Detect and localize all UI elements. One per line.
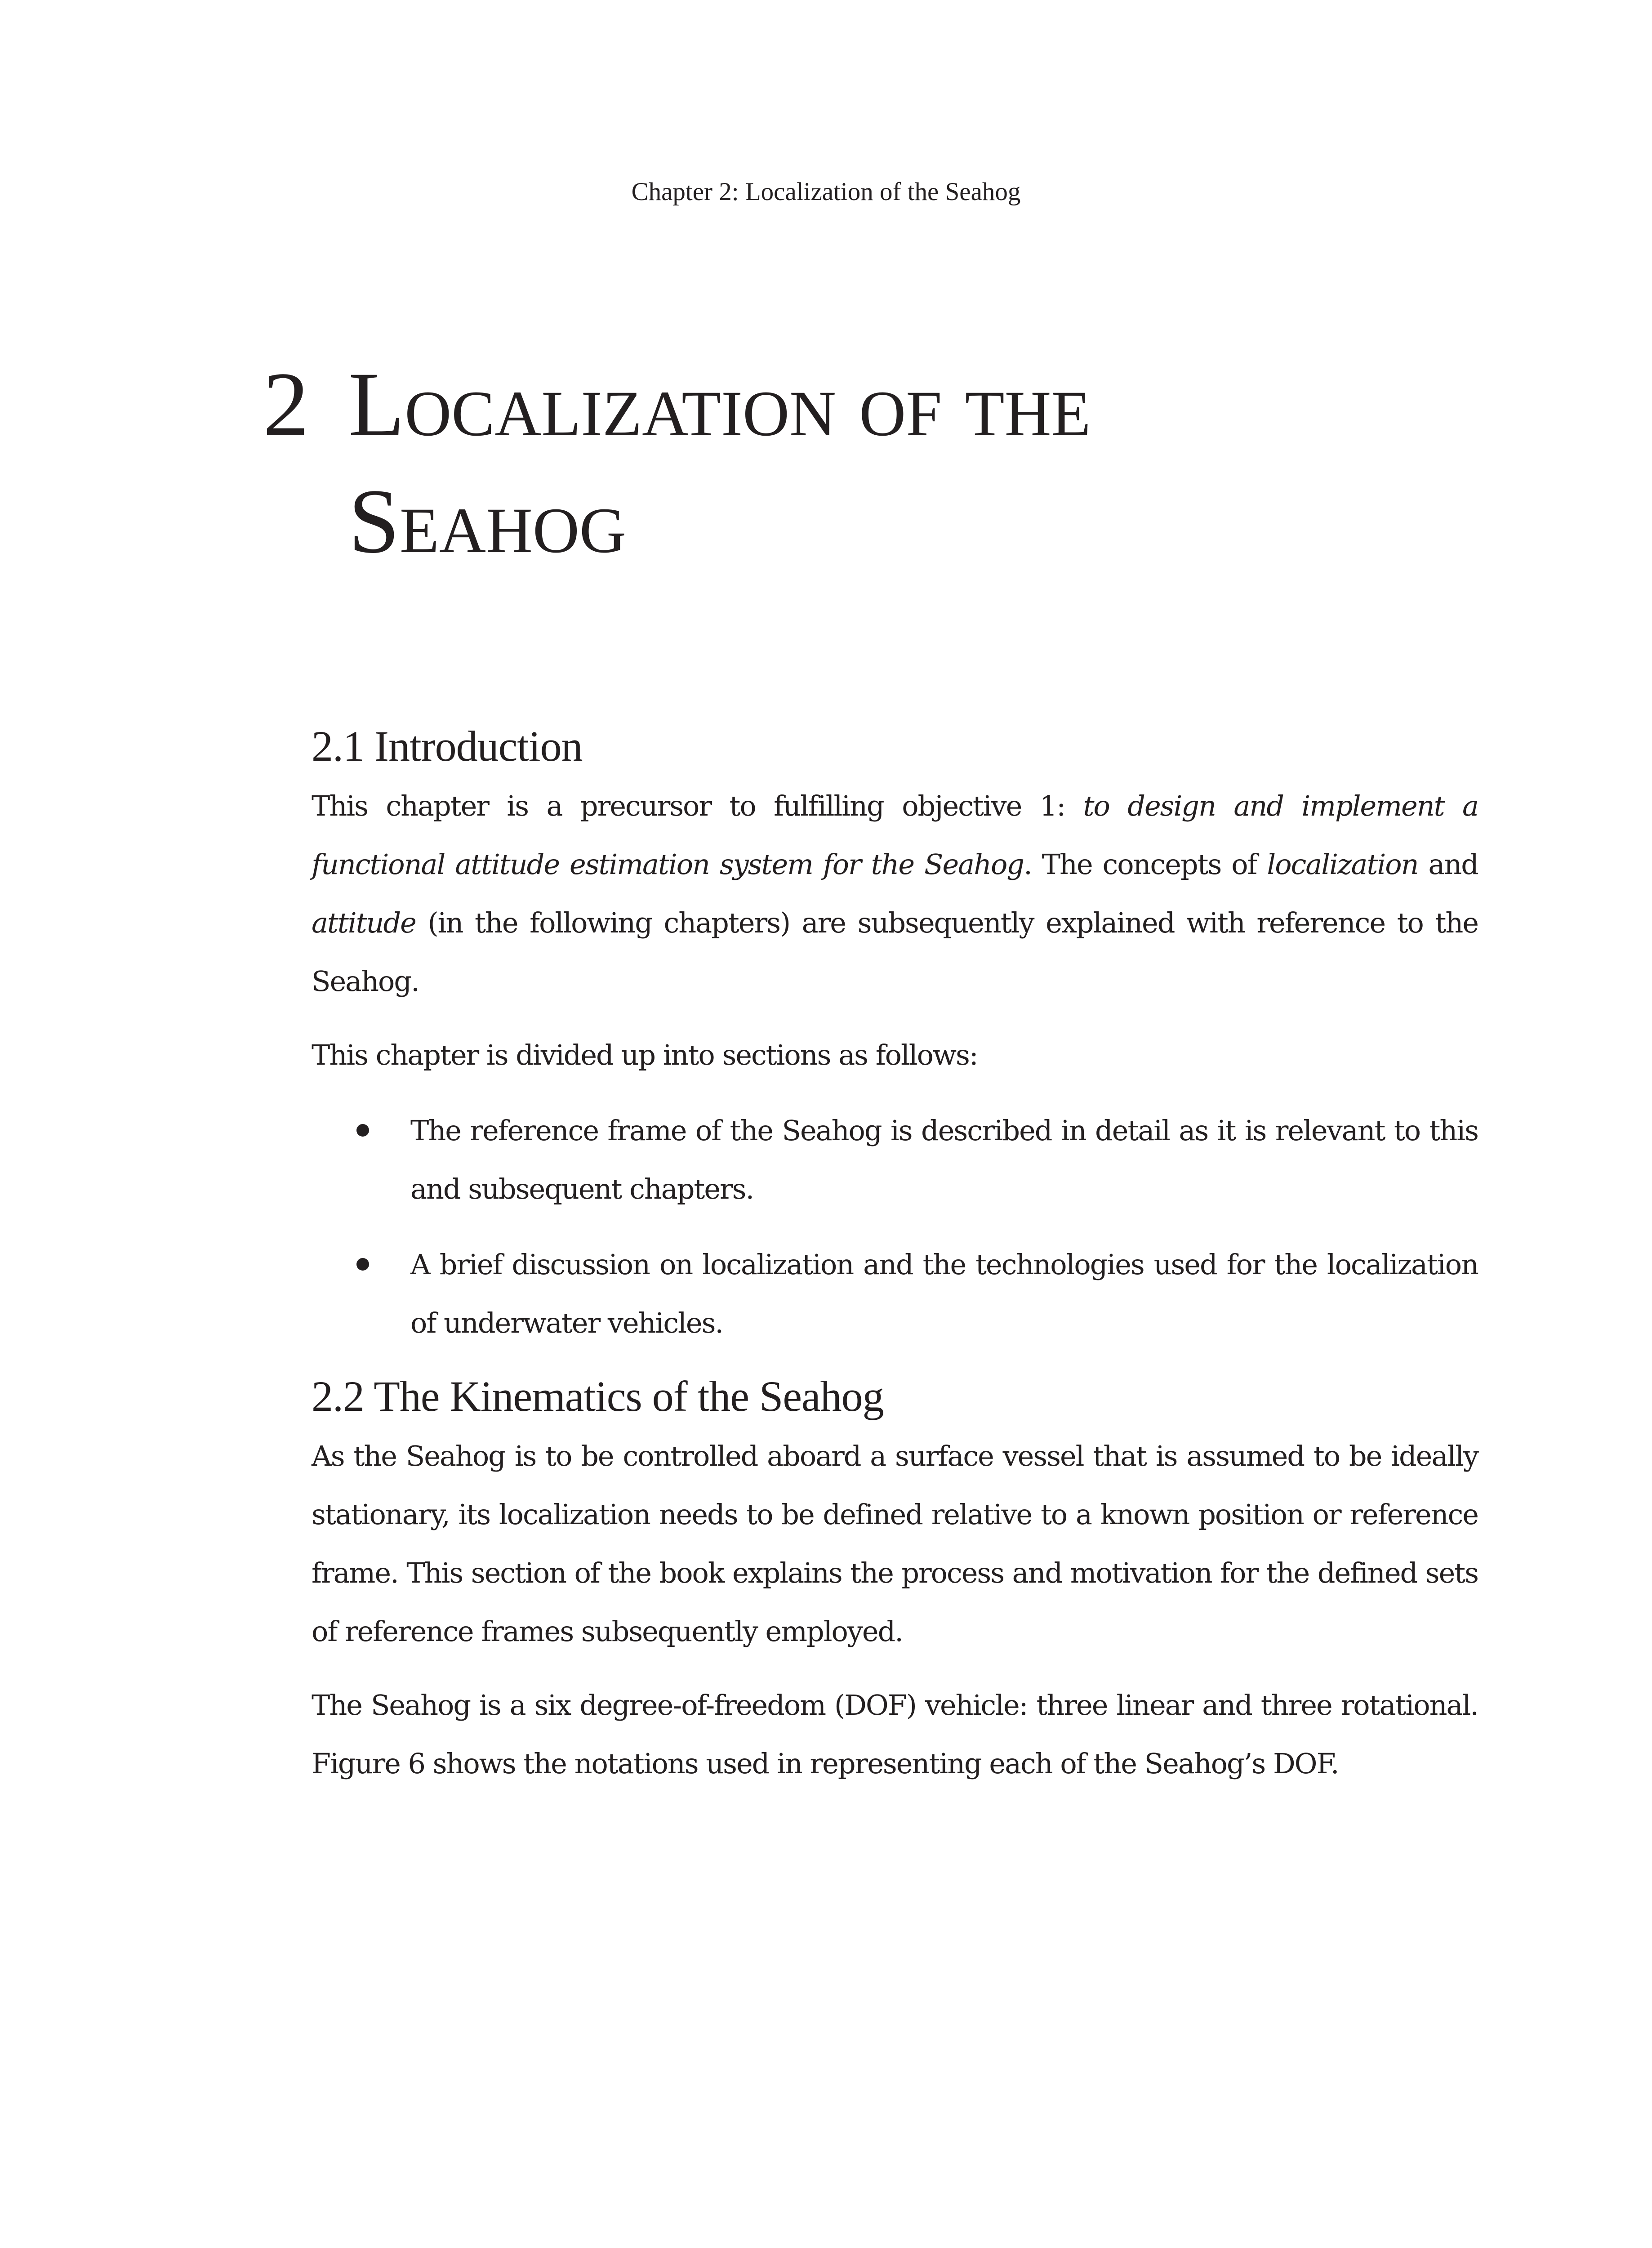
chapter-title: [263, 346, 1091, 580]
intro-text-d: (in the following chapters) are subsequently explained with reference to the Seahog.: [312, 906, 1478, 998]
bullet-icon: [356, 1258, 369, 1271]
kinematics-paragraph-2: The Seahog is a six degree-of-freedom (DOF) vehicle: three linear and three rotational. Figure 6 shows the notations used in representing each of the Seahog’s DOF.: [312, 1689, 1478, 1780]
localization-emphasis: localization: [1267, 848, 1418, 881]
chapter-number: 2: [263, 353, 309, 455]
objective-emphasis: to design and implement a functional attitude estimation system for the Seahog: [312, 789, 1478, 881]
chapter-title-line2: Seahog: [348, 470, 626, 572]
bullet-icon: [356, 1124, 369, 1137]
page-body: [312, 719, 1478, 1793]
chapter-title-line1: Localization of the: [348, 353, 1091, 455]
intro-paragraph-1: [312, 777, 1478, 1011]
list-item: [312, 1102, 1478, 1218]
list-item-text: A brief discussion on localization and the technologies used for the localization of underwater vehicles.: [410, 1248, 1478, 1339]
section-bullet-list: [312, 1102, 1478, 1352]
kinematics-paragraph-1: As the Seahog is to be controlled aboard a surface vessel that is assumed to be ideally stationary, its localization needs to be defined relative to a known position or reference frame. This section of the book explains the process and motivation for the defined sets of reference frames subsequently employed.: [312, 1440, 1478, 1648]
list-item: [312, 1236, 1478, 1352]
section-heading-kinematics: 2.2 The Kinematics of the Seahog: [312, 1372, 884, 1420]
intro-text-b: . The concepts of: [1024, 848, 1267, 881]
section-heading-introduction: 2.1 Introduction: [312, 722, 583, 770]
list-item-text: The reference frame of the Seahog is described in detail as it is relevant to this and subsequent chapters.: [410, 1114, 1478, 1205]
intro-text-a: This chapter is a precursor to fulfilling objective 1:: [312, 789, 1083, 822]
attitude-emphasis: attitude: [312, 906, 416, 939]
intro-paragraph-2: This chapter is divided up into sections as follows:: [312, 1039, 978, 1071]
running-header: Chapter 2: Localization of the Seahog: [631, 178, 1021, 206]
intro-text-c: and: [1418, 848, 1478, 881]
